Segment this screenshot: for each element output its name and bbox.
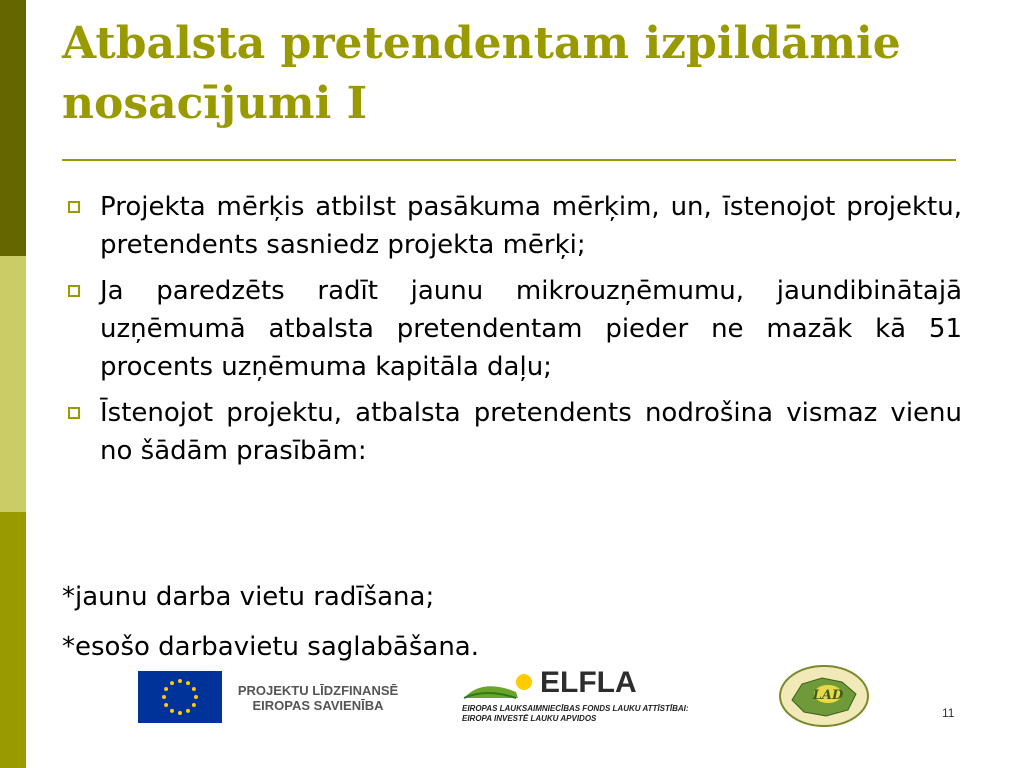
eu-label-line: EIROPAS SAVIENĪBA <box>252 698 384 713</box>
requirement-line: *esošo darbavietu saglabāšana. <box>62 632 480 662</box>
lad-mark-text: LAD <box>812 688 844 703</box>
eu-label-line: PROJEKTU LĪDZFINANSĒ <box>237 683 399 698</box>
bullet-text: Ja paredzēts radīt jaunu mikrouzņēmumu, jaundibinātajā uzņēmumā atbalsta pretendentam pieder ne mazāk kā 51 procents uzņēmuma kapitāla daļu; <box>100 276 962 382</box>
requirement-line: *jaunu darba vietu radīšana; <box>62 582 435 612</box>
square-bullet-icon <box>68 407 80 419</box>
bullet-text: Īstenojot projektu, atbalsta pretendents nodrošina vismaz vienu no šādām prasībām: <box>100 398 962 466</box>
elfla-swoosh-logo <box>462 672 536 702</box>
elfla-caption-line: EIROPA INVESTĒ LAUKU APVIDOS <box>462 714 597 723</box>
square-bullet-icon <box>68 201 80 213</box>
side-bar-top <box>0 0 26 256</box>
side-bar-bottom <box>0 512 26 768</box>
bullet-item <box>62 272 962 386</box>
side-bar-middle <box>0 256 26 512</box>
elfla-caption-line: EIROPAS LAUKSAIMNIECĪBAS FONDS LAUKU ATTĪSTĪBAI: <box>462 704 689 713</box>
slide-title: Atbalsta pretendentam izpildāmie nosacījumi I <box>62 18 901 129</box>
bullet-item <box>62 188 962 264</box>
page-number: 11 <box>942 706 955 720</box>
lad-emblem-logo <box>778 664 870 728</box>
elfla-wordmark: ELFLA <box>540 666 637 699</box>
bullet-text: Projekta mērķis atbilst pasākuma mērķim, un, īstenojot projektu, pretendents sasniedz projekta mērķi; <box>100 192 962 260</box>
bullet-list <box>62 188 962 478</box>
title-divider <box>62 159 956 161</box>
eu-flag-logo <box>138 671 222 723</box>
bullet-item <box>62 394 962 470</box>
elfla-caption <box>462 704 732 724</box>
square-bullet-icon <box>68 285 80 297</box>
eu-cofinancing-label <box>228 683 408 713</box>
